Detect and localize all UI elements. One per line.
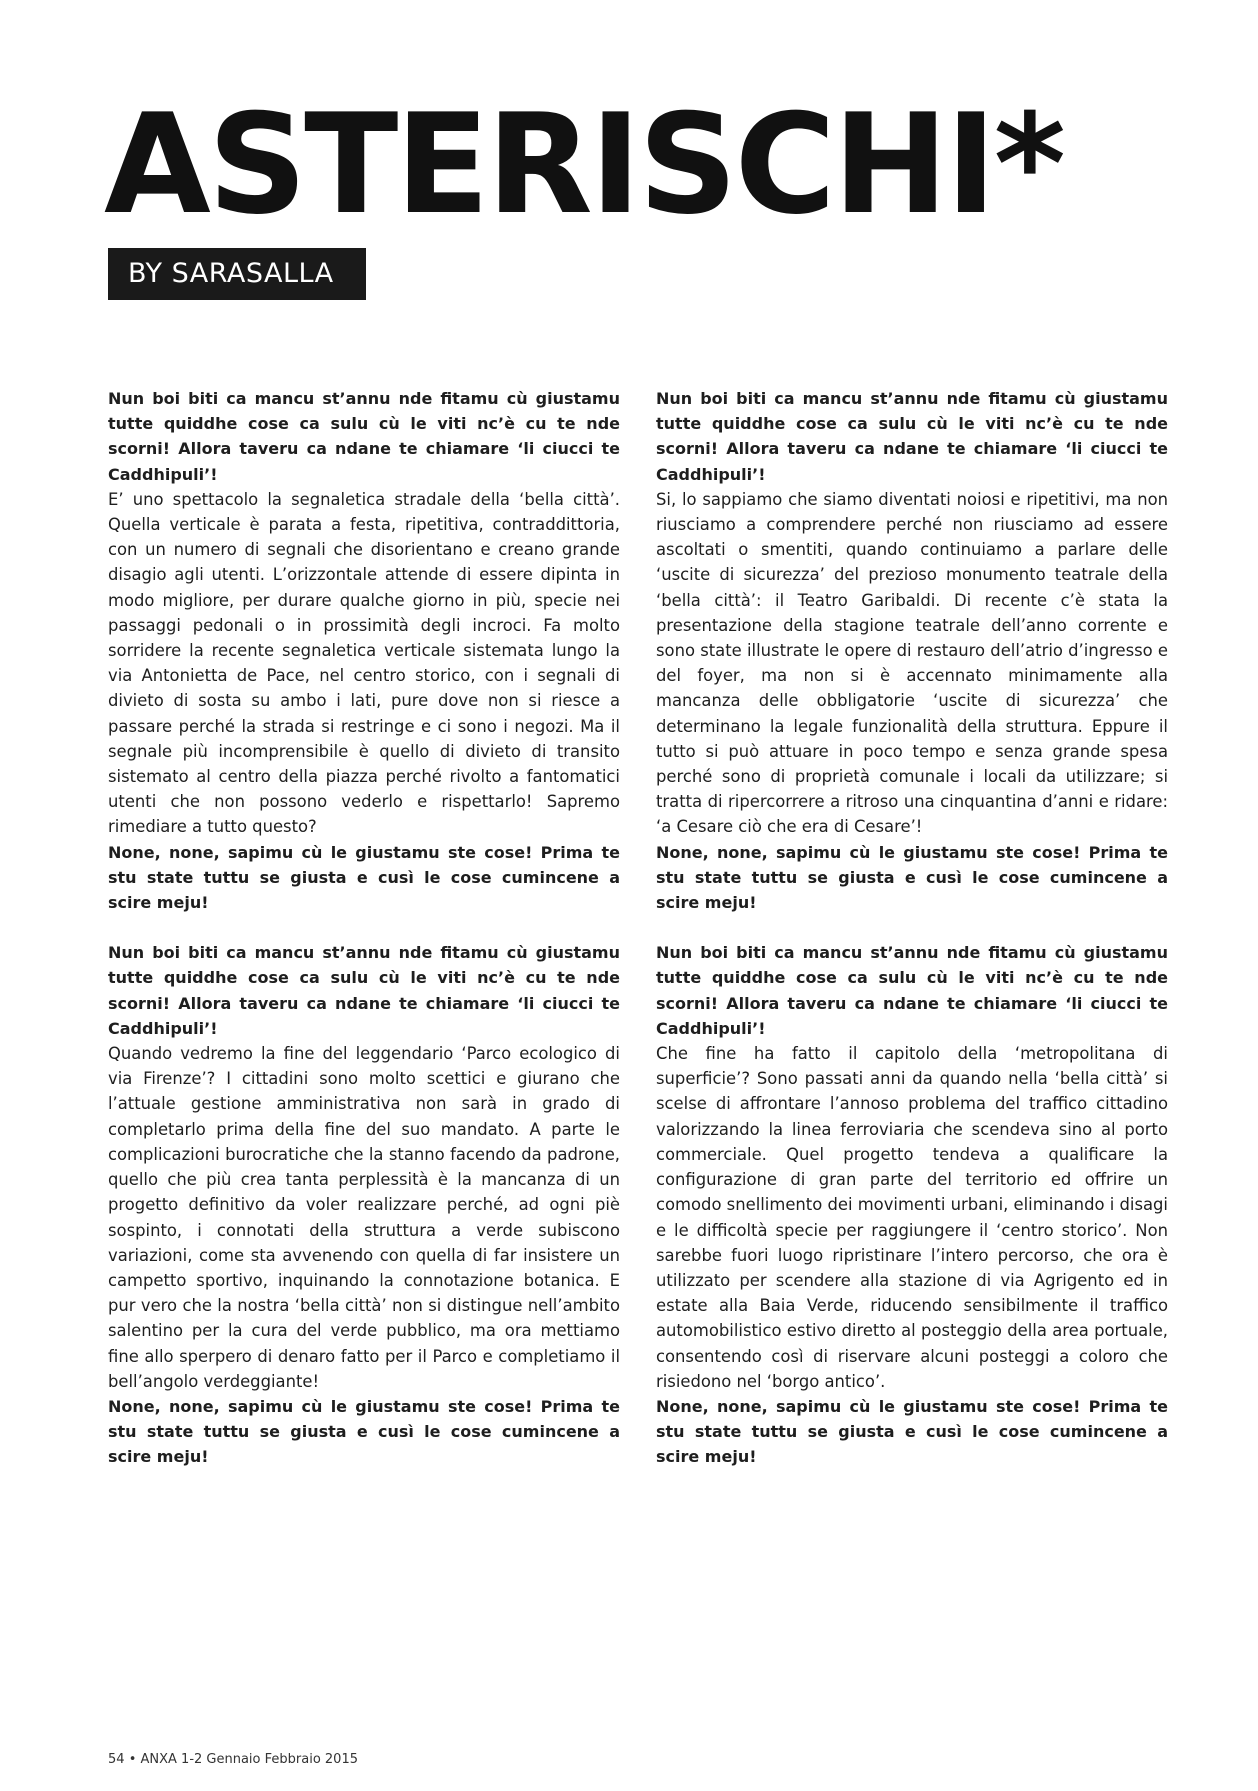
dialect-intro: Nun boi biti ca mancu st’annu nde fitamu cù giustamu tutte quiddhe cose ca sulu cù le viti nc’è cu te nde scorni! Allora taveru ca ndane te chiamare ‘li ciucci te Caddhipuli’!	[656, 389, 1168, 484]
article-body: E’ uno spettacolo la segnaletica stradale della ‘bella città’. Quella verticale è parata a festa, ripetitiva, contraddittoria, con un numero di segnali che disorientano e creano grande disagio agli utenti. L’orizzontale attende di essere dipinta in modo migliore, per durare qualche giorno in più, specie nei passaggi pedonali o in prossimità degli incroci. Fa molto sorridere la recente segnaletica verticale sistemata lungo la via Antonietta de Pace, nel centro storico, con i segnali di divieto di sosta su ambo i lati, pure dove non si riesce a passare perché la strada si restringe e ci sono i negozi. Ma il segnale più incomprensibile è quello di divieto di transito sistemato al centro della piazza perché rivolto a fantomatici utenti che non possono vederlo e rispettarlo! Sapremo rimediare a tutto questo?	[108, 489, 620, 837]
dialect-intro: Nun boi biti ca mancu st’annu nde fitamu cù giustamu tutte quiddhe cose ca sulu cù le viti nc’è cu te nde scorni! Allora taveru ca ndane te chiamare ‘li ciucci te Caddhipuli’!	[108, 389, 620, 484]
dialect-outro: None, none, sapimu cù le giustamu ste cose! Prima te stu state tuttu se giusta e cusì le cose cumincene a scire meju!	[108, 842, 620, 913]
article-block	[108, 940, 620, 1469]
article-column-right	[656, 386, 1168, 1495]
article-body: Che fine ha fatto il capitolo della ‘metropolitana di superficie’? Sono passati anni da quando nella ‘bella città’ si scelse di affrontare l’annoso problema del traffico cittadino valorizzando la linea ferroviaria che scendeva sino al porto commerciale. Quel progetto tendeva a qualificare la configurazione di gran parte del territorio ed offrire un comodo snellimento dei movimenti urbani, eliminando i disagi e le difficoltà specie per raggiungere il ‘centro storico’. Non sarebbe fuori luogo ripristinare l’intero percorso, che ora è utilizzato per scendere alla stazione di via Agrigento ed in estate alla Baia Verde, riducendo sensibilmente il traffico automobilistico estivo diretto al posteggio della area portuale, consentendo così di riservare alcuni posteggi a coloro che risiedono nel ‘borgo antico’.	[656, 1044, 1168, 1391]
page-footer	[108, 1752, 358, 1767]
page-title: ASTERISCHI*	[104, 84, 1063, 245]
dialect-outro: None, none, sapimu cù le giustamu ste cose! Prima te stu state tuttu se giusta e cusì le cose cumincene a scire meju!	[656, 1396, 1168, 1467]
publication-info: ANXA 1-2 Gennaio Febbraio 2015	[140, 1752, 358, 1767]
article-body: Si, lo sappiamo che siamo diventati noiosi e ripetitivi, ma non riusciamo a comprendere perché non riusciamo ad essere ascoltati o smentiti, quando continuiamo a parlare delle ‘uscite di sicurezza’ del prezioso monumento teatrale della ‘bella città’: il Teatro Garibaldi. Di recente c’è stata la presentazione della stagione teatrale dell’anno corrente e sono state illustrate le opere di restauro dell’atrio d’ingresso e del foyer, ma non si è accennato minimamente alla mancanza delle obbligatorie ‘uscite di sicurezza’ che determinano la legale funzionalità della struttura. Eppure il tutto si può attuare in poco tempo e senza grande spesa perché sono di proprietà comunale i locali da utilizzare; si tratta di ripercorrere a ritroso una cinquantina d’anni e ridare: ‘a Cesare ciò che era di Cesare’!	[656, 489, 1168, 837]
dialect-intro: Nun boi biti ca mancu st’annu nde fitamu cù giustamu tutte quiddhe cose ca sulu cù le viti nc’è cu te nde scorni! Allora taveru ca ndane te chiamare ‘li ciucci te Caddhipuli’!	[656, 943, 1168, 1038]
dialect-outro: None, none, sapimu cù le giustamu ste cose! Prima te stu state tuttu se giusta e cusì le cose cumincene a scire meju!	[108, 1396, 620, 1467]
author-byline: BY SARASALLA	[108, 248, 366, 300]
footer-separator: •	[128, 1752, 137, 1767]
article-block	[656, 386, 1168, 915]
page-number: 54	[108, 1752, 125, 1767]
article-body: Quando vedremo la fine del leggendario ‘Parco ecologico di via Firenze’? I cittadini sono molto scettici e giurano che l’attuale gestione amministrativa non sarà in grado di completarlo prima della fine del suo mandato. A parte le complicazioni burocratiche che la stanno facendo da padrone, quello che più crea tanta perplessità è la mancanza di un progetto definitivo da voler realizzare perché, ad ogni piè sospinto, i connotati della struttura a verde subiscono variazioni, come sta avvenendo con quella di far insistere un campetto sportivo, inquinando la connotazione botanica. E pur vero che la nostra ‘bella città’ non si distingue nell’ambito salentino per la cura del verde pubblico, ma ora mettiamo fine allo sperpero di denaro fatto per il Parco e completiamo il bell’angolo verdeggiante!	[108, 1044, 620, 1391]
dialect-intro: Nun boi biti ca mancu st’annu nde fitamu cù giustamu tutte quiddhe cose ca sulu cù le viti nc’è cu te nde scorni! Allora taveru ca ndane te chiamare ‘li ciucci te Caddhipuli’!	[108, 943, 620, 1038]
article-block	[656, 940, 1168, 1469]
article-column-left	[108, 386, 620, 1495]
article-block	[108, 386, 620, 915]
dialect-outro: None, none, sapimu cù le giustamu ste cose! Prima te stu state tuttu se giusta e cusì le cose cumincene a scire meju!	[656, 842, 1168, 913]
